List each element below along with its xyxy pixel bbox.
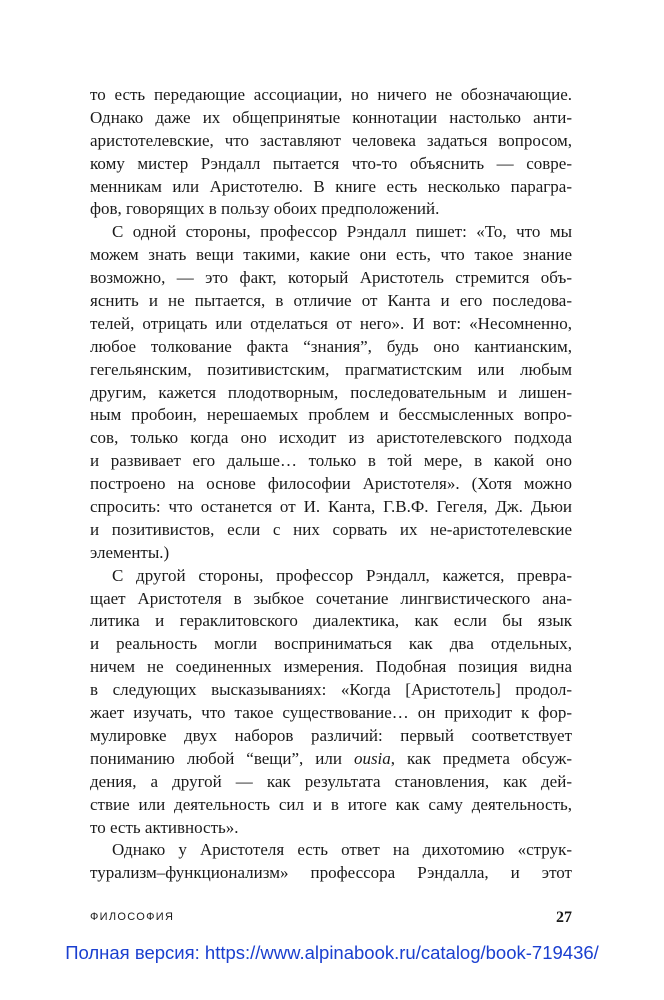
text-line: дения, а другой — как результата становления, как дей- <box>90 771 572 791</box>
text-line: элементы.) <box>90 542 170 562</box>
text-line: построено на основе философии Аристотеля». (Хотя можно <box>90 474 572 494</box>
paragraph-start-line: Однако у Аристотеля есть ответ на дихотомию «струк- <box>112 840 572 860</box>
text-line: аристотелевские, что заставляют человека задаться вопросом, <box>90 130 572 150</box>
text-line: телей, отрицать или отделаться от него». И вот: «Несомненно, <box>90 313 572 333</box>
text-line: щает Аристотеля в зыбкое сочетание лингвистического ана- <box>90 588 572 608</box>
text-line: можем знать вещи такими, какие они есть, что такое знание <box>90 245 572 265</box>
italic-term: ousia <box>353 748 391 768</box>
text-line: фов, говорящих в пользу обоих предположений. <box>90 199 440 219</box>
text-line: и реальность могли восприниматься как два отдельных, <box>90 634 572 654</box>
paragraph-start-line: С другой стороны, профессор Рэндалл, кажется, превра- <box>112 565 572 585</box>
page-body <box>90 84 572 885</box>
text-line: ничем не соединенных измерения. Подобная позиция видна <box>90 657 572 677</box>
text-line: любое толкование факта “знания”, будь оно кантианским, <box>90 336 572 356</box>
full-version-banner <box>0 942 664 964</box>
text-line: пониманию любой “вещи”, или ousia, как предмета обсуж- <box>90 748 572 768</box>
text-line: и развивает его дальше… только в той мере, в какой оно <box>90 451 572 471</box>
text-line: гегельянским, позитивистским, прагматистским или любым <box>90 359 572 379</box>
page-number: 27 <box>556 909 572 926</box>
text-line: жает изучать, что такое существование… он приходит к фор- <box>90 703 572 723</box>
full-version-link[interactable]: Полная версия: https://www.alpinabook.ru/catalog/book-719436/ <box>65 942 599 963</box>
text-line: спросить: что останется от И. Канта, Г.В.Ф. Гегеля, Дж. Дьюи <box>90 497 572 517</box>
paragraph-start-line: С одной стороны, профессор Рэндалл пишет: «То, что мы <box>112 222 572 242</box>
text-line: ствие или деятельность сил и в итоге как саму деятельность, <box>90 794 572 814</box>
text-line: сов, только когда оно исходит из аристотелевского подхода <box>90 428 572 448</box>
text-line: ным пробоин, нерешаемых проблем и бессмысленных вопро- <box>90 405 572 425</box>
text-line: в следующих высказываниях: «Когда [Аристотель] продол- <box>90 680 572 700</box>
text-line: то есть передающие ассоциации, но ничего не обозначающие. <box>90 85 572 104</box>
text-line: турализм–функционализм» профессора Рэндалла, и этот <box>90 863 572 883</box>
text-line: то есть активность». <box>90 817 239 837</box>
text-line: яснить и не пытается, в отличие от Канта и его последова- <box>90 291 572 311</box>
running-section-title: ФИЛОСОФИЯ <box>90 911 175 923</box>
text-line: и позитивистов, если с них сорвать их не-аристотелевские <box>90 519 572 539</box>
text-line: возможно, — это факт, который Аристотель стремится объ- <box>90 268 572 288</box>
text-line: литика и гераклитовского диалектика, как если бы язык <box>90 611 572 631</box>
text-line: менникам или Аристотелю. В книге есть несколько парагра- <box>90 176 572 196</box>
page-footer <box>90 909 572 929</box>
text-line: другим, кажется плодотворным, последовательным и лишен- <box>90 382 572 402</box>
text-line: мулировке двух наборов различий: первый соответствует <box>90 725 572 745</box>
text-line: Однако даже их общепринятые коннотации настолько анти- <box>90 107 572 127</box>
text-line: кому мистер Рэндалл пытается что-то объяснить — совре- <box>90 153 572 173</box>
